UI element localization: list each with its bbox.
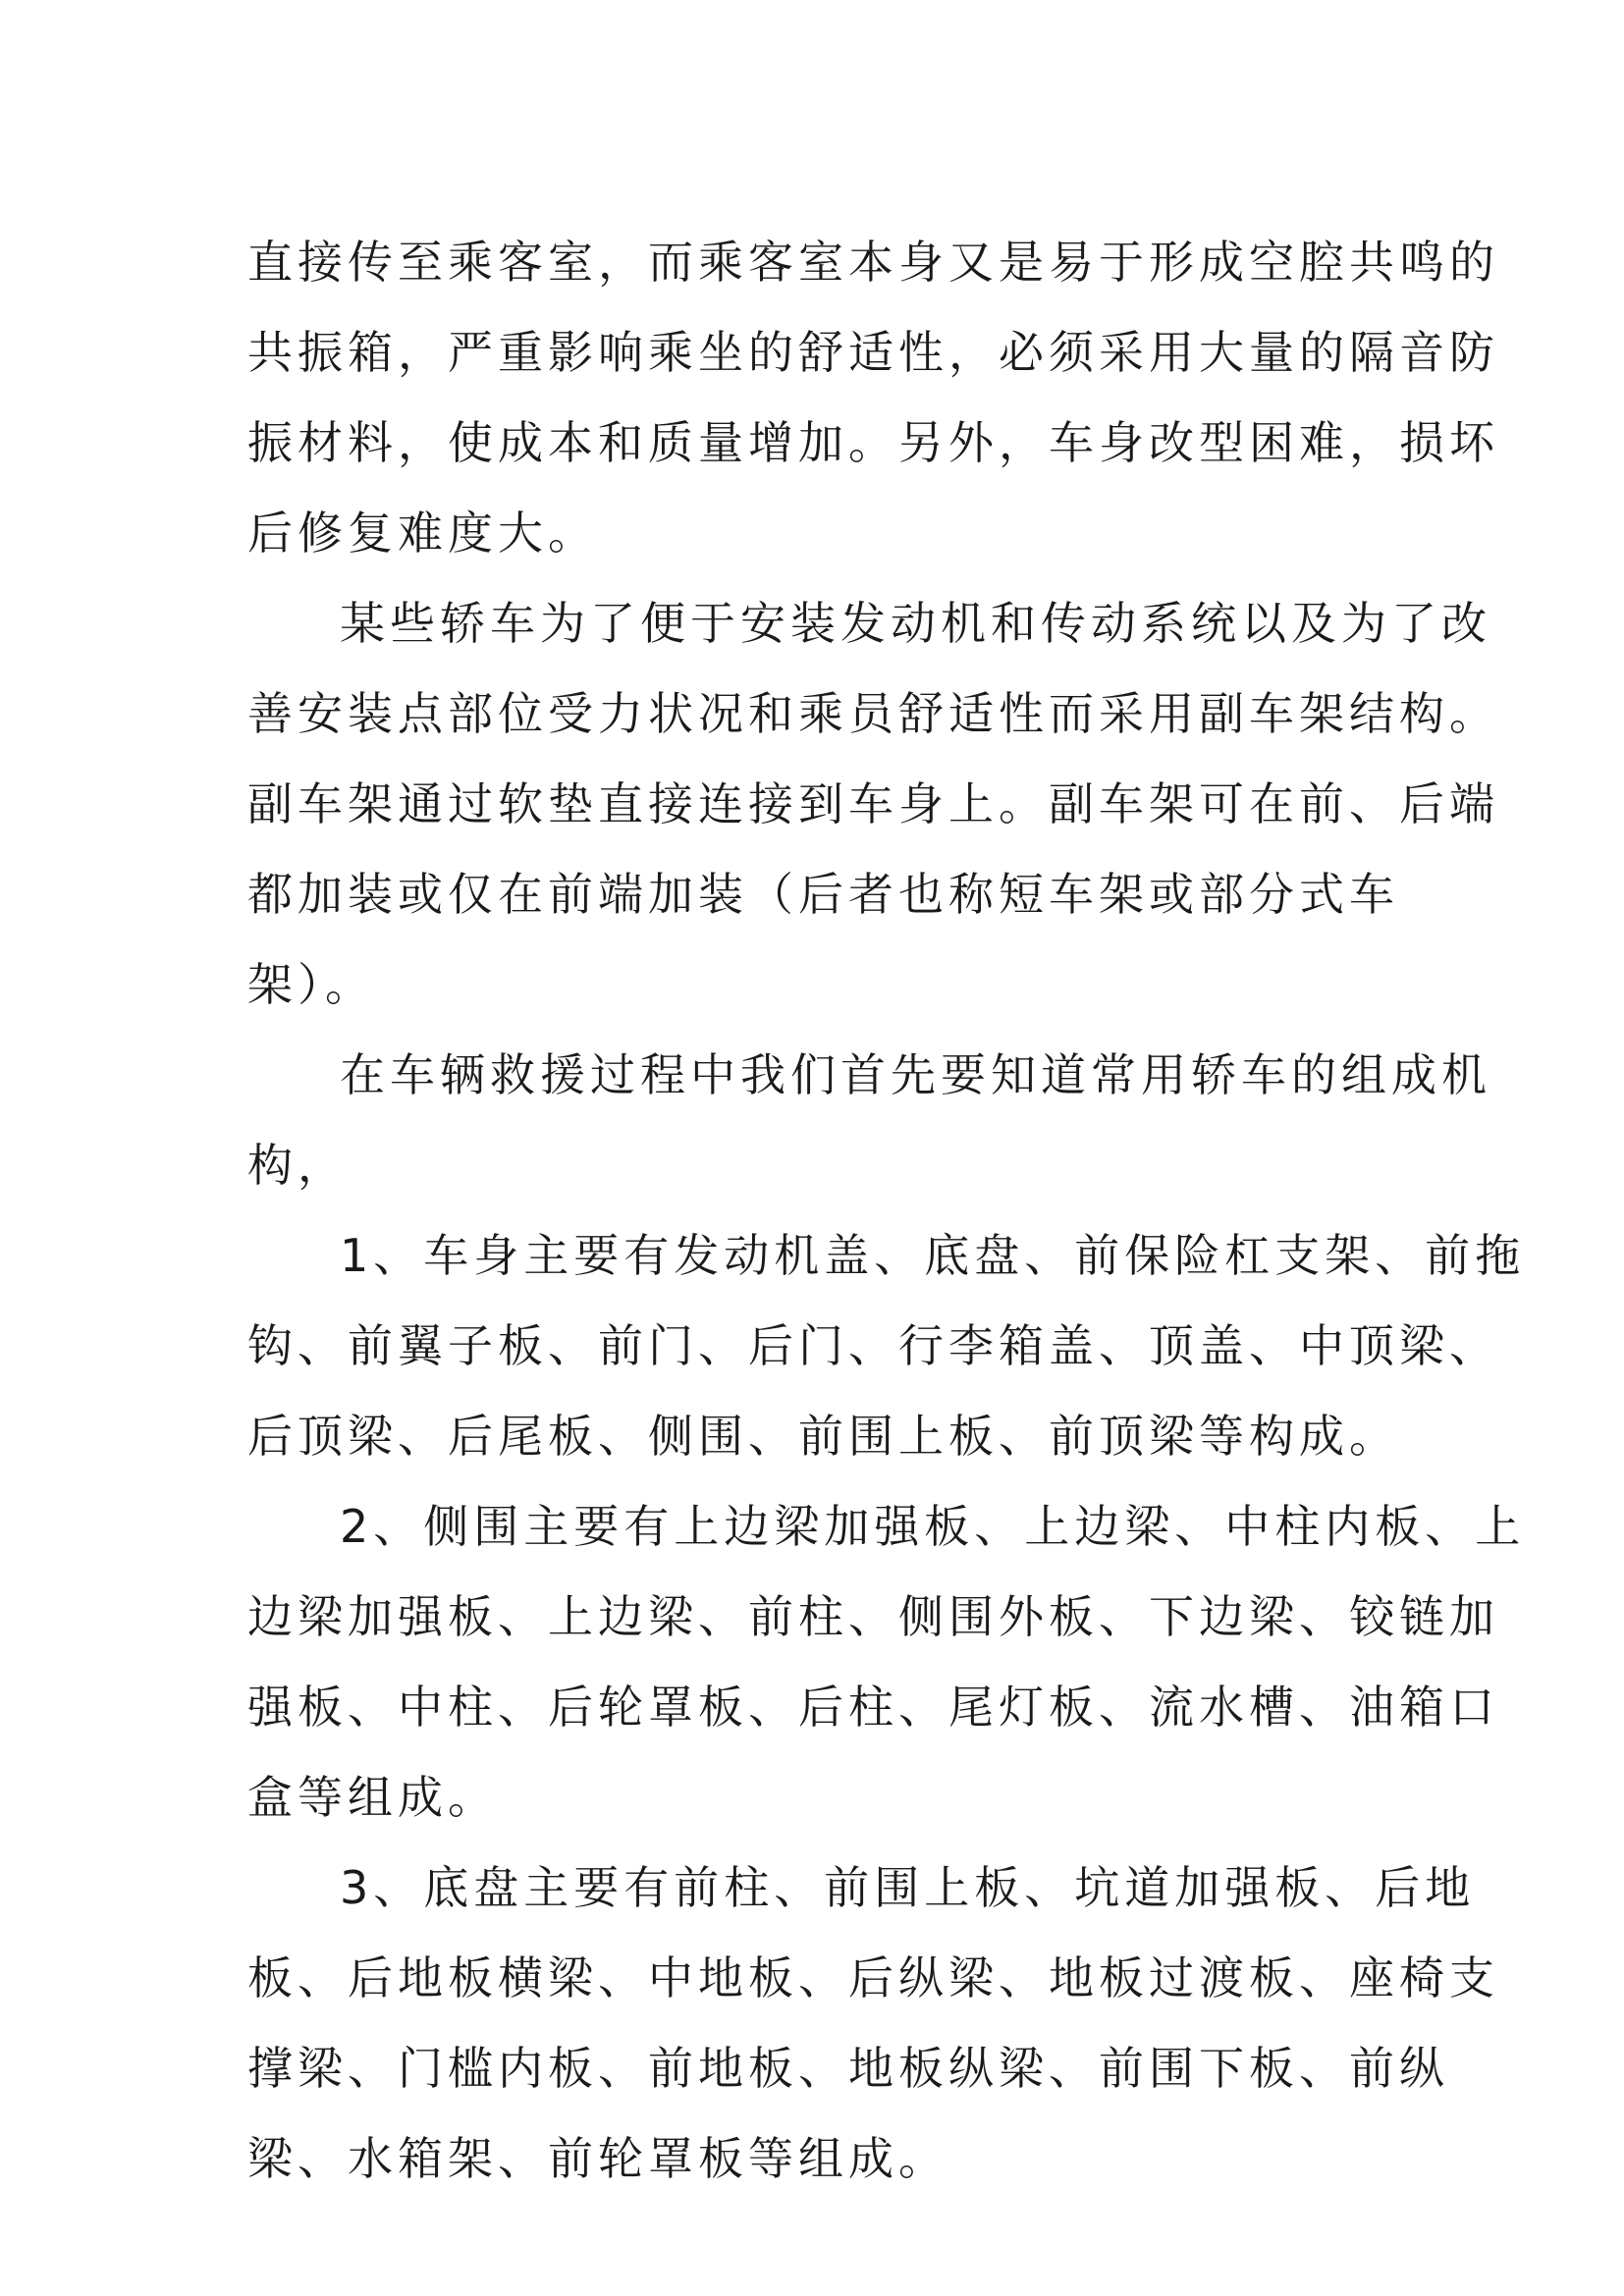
text-line: 钩、前翼子板、前门、后门、行李箱盖、顶盖、中顶梁、 <box>247 1319 1499 1372</box>
text-line: 后顶梁、后尾板、侧围、前围上板、前顶梁等构成。 <box>247 1410 1399 1463</box>
text-line: 后修复难度大。 <box>247 507 598 560</box>
document-body <box>247 217 1526 2204</box>
paragraph-3 <box>247 1030 1491 1210</box>
text-line: 都加装或仅在前端加装（后者也称短车架或部分式车 <box>247 868 1399 921</box>
text-line: 副车架通过软垫直接连接到车身上。副车架可在前、后端 <box>247 777 1499 830</box>
text-line: 边梁加强板、上边梁、前柱、侧围外板、下边梁、铰链加 <box>247 1590 1499 1643</box>
paragraph-4 <box>247 1210 1526 1481</box>
text-line: 共振箱，严重影响乘坐的舒适性，必须采用大量的隔音防 <box>247 326 1499 379</box>
text-line: 2、侧围主要有上边梁加强板、上边梁、中柱内板、上 <box>340 1500 1526 1553</box>
text-line: 板、后地板横梁、中地板、后纵梁、地板过渡板、座椅支 <box>247 1951 1499 2004</box>
text-line: 直接传至乘客室，而乘客室本身又是易于形成空腔共鸣的 <box>247 236 1499 289</box>
text-line: 善安装点部位受力状况和乘员舒适性而采用副车架结构。 <box>247 687 1499 740</box>
text-line: 1、车身主要有发动机盖、底盘、前保险杠支架、前拖 <box>340 1229 1526 1282</box>
text-line: 架）。 <box>247 958 375 1011</box>
text-line: 在车辆救援过程中我们首先要知道常用轿车的组成机 <box>340 1048 1491 1101</box>
text-line: 撑梁、门槛内板、前地板、地板纵梁、前围下板、前纵 <box>247 2042 1449 2095</box>
text-line: 3、底盘主要有前柱、前围上板、坑道加强板、后地 <box>340 1861 1476 1914</box>
paragraph-2 <box>247 578 1499 1030</box>
text-line: 梁、水箱架、前轮罩板等组成。 <box>247 2132 948 2185</box>
text-line: 振材料，使成本和质量增加。另外，车身改型困难，损坏 <box>247 416 1499 469</box>
text-line: 盒等组成。 <box>247 1771 498 1824</box>
text-line: 构， <box>247 1139 348 1192</box>
paragraph-6 <box>247 1842 1499 2204</box>
text-line: 某些轿车为了便于安装发动机和传动系统以及为了改 <box>340 597 1491 650</box>
text-line: 强板、中柱、后轮罩板、后柱、尾灯板、流水槽、油箱口 <box>247 1681 1499 1734</box>
paragraph-5 <box>247 1481 1526 1842</box>
paragraph-1 <box>247 217 1499 578</box>
